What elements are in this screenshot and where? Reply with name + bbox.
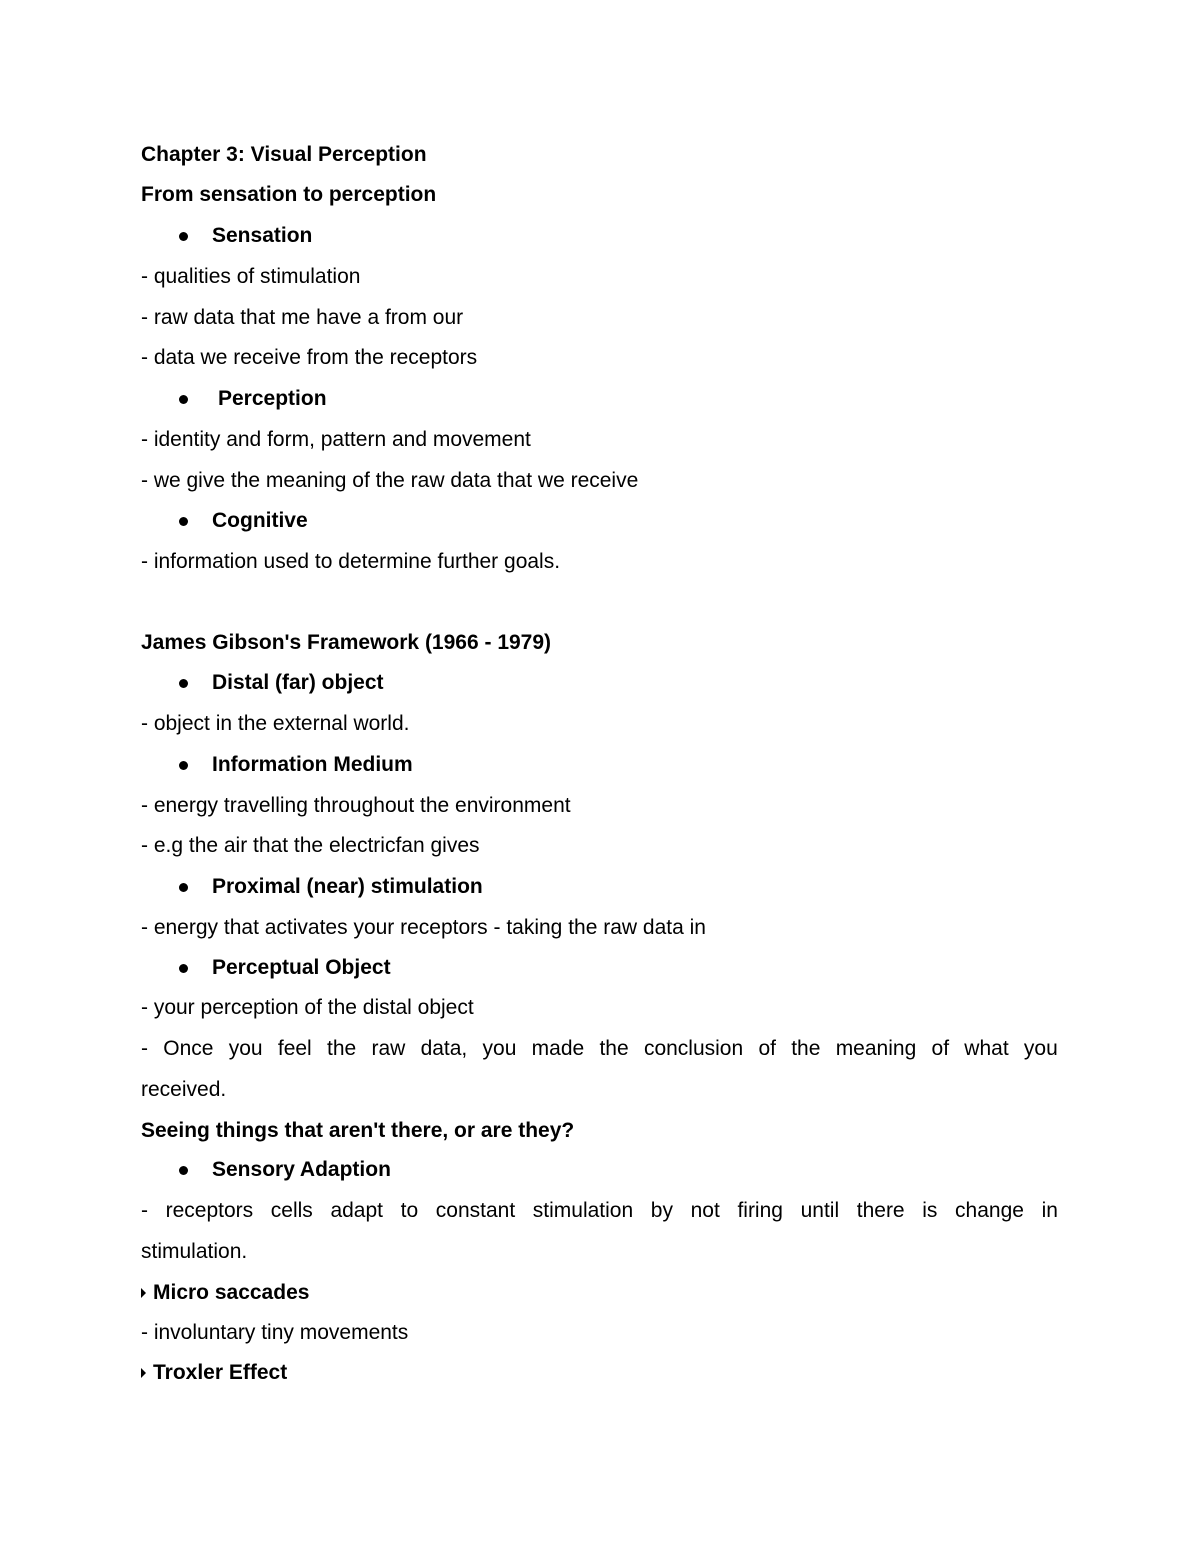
text-line: - your perception of the distal object: [141, 996, 474, 1019]
word: firing: [737, 1199, 783, 1222]
word: -: [141, 1199, 148, 1222]
word: data,: [420, 1037, 468, 1060]
bullet-label: Distal (far) object: [212, 671, 384, 694]
sub-heading-label: Troxler Effect: [153, 1361, 288, 1384]
word: until: [800, 1199, 840, 1222]
bullet-label: Cognitive: [212, 509, 308, 532]
bullet-label: Information Medium: [212, 753, 413, 776]
word: -: [141, 1037, 148, 1060]
justified-line: [141, 1199, 1058, 1223]
word: adapt: [330, 1199, 383, 1222]
word: is: [922, 1199, 938, 1222]
arrow-bullet-icon: [141, 1368, 146, 1378]
bullet-label: Sensory Adaption: [212, 1158, 391, 1181]
word: the: [599, 1037, 629, 1060]
word: by: [650, 1199, 673, 1222]
section-heading: From sensation to perception: [141, 183, 437, 206]
text-line: - e.g the air that the electricfan gives: [141, 834, 480, 857]
bullet-dot-icon: [179, 883, 188, 892]
word: Once: [163, 1037, 214, 1060]
word: made: [531, 1037, 585, 1060]
word: conclusion: [643, 1037, 744, 1060]
justified-paragraph: [141, 1037, 1058, 1102]
bullet-label: Perceptual Object: [212, 956, 391, 979]
text-line: - information used to determine further goals.: [141, 550, 561, 573]
word: what: [964, 1037, 1009, 1060]
arrow-bullet-icon: [141, 1288, 146, 1298]
word: to: [400, 1199, 419, 1222]
word: of: [931, 1037, 950, 1060]
page-title: Chapter 3: Visual Perception: [141, 143, 427, 166]
bullet-dot-icon: [179, 395, 188, 404]
word: in: [1041, 1199, 1058, 1222]
text-line: - raw data that me have a from our: [141, 306, 464, 329]
word: raw: [371, 1037, 406, 1060]
text-line: received.: [141, 1078, 227, 1101]
text-line: - energy travelling throughout the environment: [141, 794, 571, 817]
word: stimulation: [532, 1199, 634, 1222]
word: receptors: [165, 1199, 254, 1222]
word: feel: [277, 1037, 312, 1060]
justified-paragraph: [141, 1199, 1058, 1264]
bullet-dot-icon: [179, 232, 188, 241]
bullet-dot-icon: [179, 679, 188, 688]
bullet-dot-icon: [179, 964, 188, 973]
bullet-label: Perception: [218, 387, 327, 410]
section-heading: Seeing things that aren't there, or are they?: [141, 1119, 575, 1142]
bullet-dot-icon: [179, 517, 188, 526]
bullet-label: Proximal (near) stimulation: [212, 875, 483, 898]
sub-heading: [141, 1361, 287, 1385]
sub-heading-label: Micro saccades: [153, 1281, 310, 1304]
bullet-dot-icon: [179, 761, 188, 770]
text-line: - identity and form, pattern and movement: [141, 428, 531, 451]
text-line: - energy that activates your receptors - taking the raw data in: [141, 916, 706, 939]
text-line: - we give the meaning of the raw data that we receive: [141, 469, 639, 492]
text-line: - involuntary tiny movements: [141, 1321, 409, 1344]
word: you: [482, 1037, 517, 1060]
word: of: [758, 1037, 776, 1060]
word: cells: [270, 1199, 313, 1222]
bullet-dot-icon: [179, 1166, 188, 1175]
word: meaning: [835, 1037, 917, 1060]
word: not: [690, 1199, 720, 1222]
text-line: stimulation.: [141, 1240, 248, 1263]
word: constant: [435, 1199, 516, 1222]
word: change: [955, 1199, 1024, 1222]
text-line: - qualities of stimulation: [141, 265, 361, 288]
sub-heading: [141, 1281, 309, 1305]
word: you: [1023, 1037, 1058, 1060]
word: the: [791, 1037, 821, 1060]
section-heading: James Gibson's Framework (1966 - 1979): [141, 631, 552, 654]
text-line: - data we receive from the receptors: [141, 346, 478, 369]
bullet-label: Sensation: [212, 224, 313, 247]
justified-line: [141, 1037, 1058, 1061]
word: the: [326, 1037, 357, 1060]
text-line: - object in the external world.: [141, 712, 410, 735]
word: you: [228, 1037, 263, 1060]
word: there: [856, 1199, 905, 1222]
